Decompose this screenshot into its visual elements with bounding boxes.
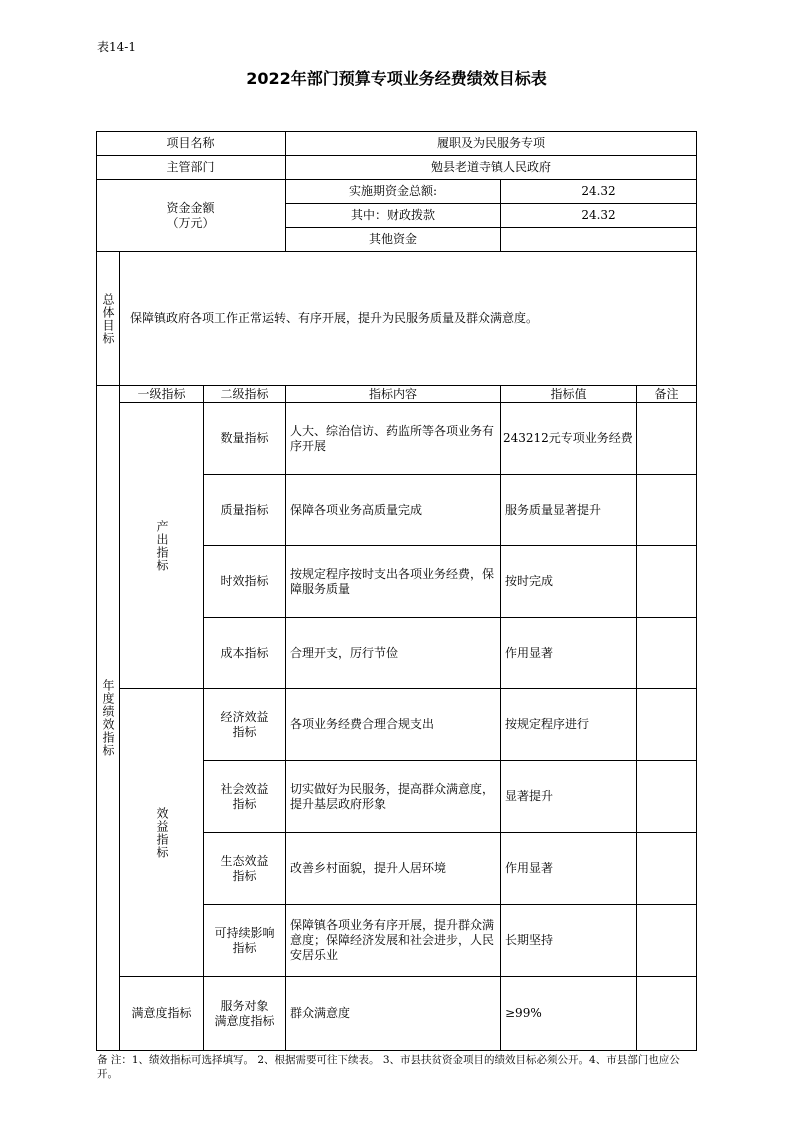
indicator-level2 [204,546,286,618]
indicator-content: 改善乡村面貌，提升人居环境 [286,833,501,905]
indicator-level2-line2: 满意度指标 [214,1013,275,1028]
indicator-content: 合理开支，厉行节俭 [286,618,501,689]
indicator-level2 [204,761,286,833]
indicator-level2-line1: 成本指标 [220,645,269,660]
funds-label-line2: （万元） [166,215,215,230]
overall-goal-text: 保障镇政府各项工作正常运转、有序开展，提升为民服务质量及群众满意度。 [120,252,697,386]
indicator-remark [637,761,697,833]
project-name-label: 项目名称 [96,131,286,156]
department-value: 勉县老道寺镇人民政府 [286,156,697,180]
performance-table [96,131,697,1051]
indicator-value: 按规定程序进行 [501,689,637,761]
indicator-level2-line1: 数量指标 [220,431,269,445]
indicator-value: 作用显著 [501,618,637,689]
indicator-value: 243212元专项业务经费 [501,403,637,475]
indicator-level2-line1: 社会效益 [220,781,269,796]
indicator-level2 [204,833,286,905]
indicator-remark [637,833,697,905]
indicator-value: 按时完成 [501,546,637,618]
header-content: 指标内容 [286,386,501,403]
group-output-text: 产出指标 [155,519,169,572]
indicator-level2 [204,905,286,977]
page-title: 2022年部门预算专项业务经费绩效目标表 [246,69,547,88]
indicator-remark [637,546,697,618]
header-level2: 二级指标 [204,386,286,403]
total-funds-value: 24.32 [501,180,697,204]
department-label: 主管部门 [96,156,286,180]
indicator-content: 各项业务经费合理合规支出 [286,689,501,761]
indicator-content: 按规定程序按时支出各项业务经费，保障服务质量 [286,546,501,618]
indicator-remark [637,905,697,977]
indicator-level2-line2: 指标 [232,868,257,883]
indicator-remark [637,977,697,1051]
other-funds-value [501,228,697,252]
indicator-level2-line2: 指标 [232,724,257,739]
indicator-level2-line1: 可持续影响 [214,925,275,940]
other-funds-label: 其他资金 [286,228,501,252]
indicator-value: 长期坚持 [501,905,637,977]
form-code: 表14-1 [97,40,136,54]
indicator-value: 显著提升 [501,761,637,833]
indicator-level2 [204,689,286,761]
group-benefit-text: 效益指标 [155,806,169,859]
indicator-level2-line1: 质量指标 [220,502,269,517]
footnote: 备 注：1、绩效指标可选择填写。 2、根据需要可往下续表。 3、市县扶贫资金项目的绩效目标必须公开。4、市县部门也应公开。 [97,1054,680,1080]
overall-goal-label [96,252,120,386]
annual-indicators-label-text: 年度绩效指标 [101,679,115,757]
indicator-level2 [204,618,286,689]
indicator-value: ≥99% [501,977,637,1051]
funds-label-line1: 资金金额 [166,200,215,215]
indicator-content: 人大、综治信访、药监所等各项业务有序开展 [286,403,501,475]
funds-label [96,180,286,252]
indicator-level2 [204,403,286,475]
indicator-level2 [204,977,286,1051]
annual-indicators-label [96,386,120,1051]
indicator-level2-line1: 时效指标 [220,574,269,588]
header-value: 指标值 [501,386,637,403]
total-funds-label: 实施期资金总额: [286,180,501,204]
indicator-remark [637,618,697,689]
indicator-remark [637,403,697,475]
indicator-level2-line1: 经济效益 [220,709,269,724]
indicator-content: 保障镇各项业务有序开展，提升群众满意度；保障经济发展和社会进步，人民安居乐业 [286,905,501,977]
indicator-content: 保障各项业务高质量完成 [286,475,501,546]
indicator-level2-line2: 指标 [232,796,257,811]
fiscal-funds-label: 其中：财政拨款 [286,204,501,228]
indicator-level2-line1: 生态效益 [220,853,269,868]
group-satisfaction: 满意度指标 [120,977,204,1051]
indicator-level2-line2: 指标 [232,940,257,955]
indicator-level2 [204,475,286,546]
fiscal-funds-value: 24.32 [501,204,697,228]
indicator-content: 切实做好为民服务，提高群众满意度，提升基层政府形象 [286,761,501,833]
header-remark: 备注 [637,386,697,403]
group-benefit [120,689,204,977]
header-level1: 一级指标 [120,386,204,403]
project-name-value: 履职及为民服务专项 [286,131,697,156]
indicator-value: 服务质量显著提升 [501,475,637,546]
indicator-remark [637,689,697,761]
overall-goal-label-text: 总体目标 [101,292,115,345]
indicator-content: 群众满意度 [286,977,501,1051]
indicator-level2-line1: 服务对象 [220,998,269,1013]
group-output [120,403,204,689]
indicator-remark [637,475,697,546]
indicator-value: 作用显著 [501,833,637,905]
